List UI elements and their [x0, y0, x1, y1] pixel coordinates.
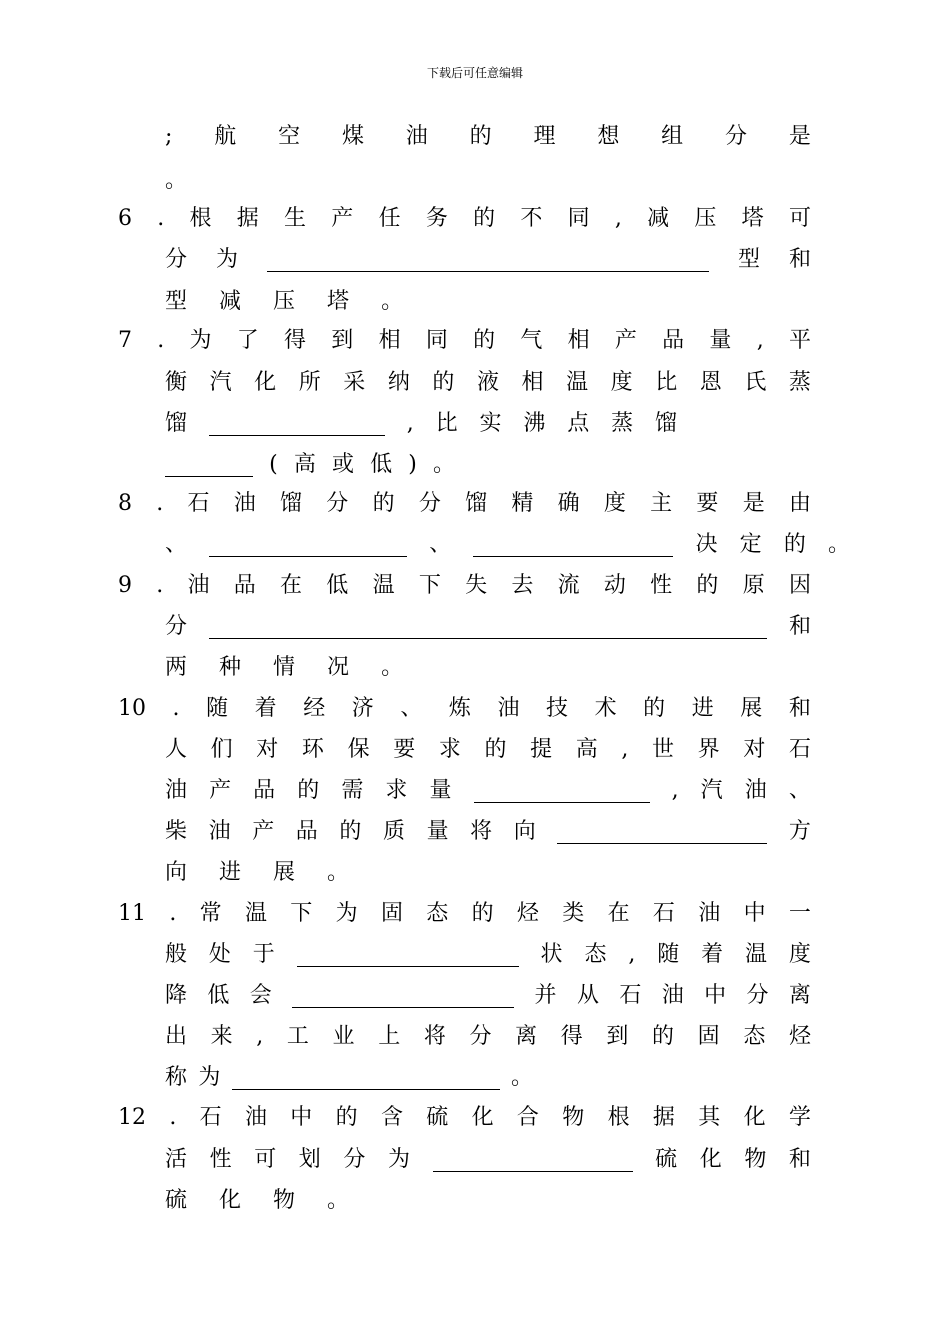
page-header: 下载后可任意编辑	[426, 66, 523, 80]
question-12-line-1: 12 . 石 油 中 的 含 硫 化 合 物 根 据 其 化 学	[118, 1105, 811, 1130]
q5-line-1: ; 航 空 煤 油 的 理 想 组 分 是	[165, 124, 811, 149]
answer-blank[interactable]	[473, 534, 673, 557]
question-6-line-3: 型 减 压 塔 。	[165, 289, 404, 314]
question-10-line-5: 向 进 展 。	[165, 860, 350, 885]
question-11-line-4: 出 来 , 工 业 上 将 分 离 得 到 的 固 态 烃	[165, 1024, 811, 1049]
question-9-line-1: 9 . 油 品 在 低 温 下 失 去 流 动 性 的 原 因	[118, 573, 811, 598]
question-6-line-1: 6 . 根 据 生 产 任 务 的 不 同 , 减 压 塔 可	[118, 206, 811, 231]
answer-blank[interactable]	[474, 780, 650, 803]
q5-line-2: 。	[165, 168, 188, 193]
question-7-line-3: 馏 , 比 实 沸 点 蒸 馏	[165, 411, 677, 436]
question-9-line-3: 两 种 情 况 。	[165, 655, 404, 680]
answer-blank[interactable]	[292, 985, 514, 1008]
question-10-line-1: 10 . 随 着 经 济 、 炼 油 技 术 的 进 展 和	[118, 696, 811, 721]
question-8-line-1: 8 . 石 油 馏 分 的 分 馏 精 确 度 主 要 是 由	[118, 491, 811, 516]
question-11-line-5: 称 为 。	[165, 1065, 533, 1090]
question-12-line-2: 活 性 可 划 分 为 硫 化 物 和	[165, 1147, 811, 1172]
answer-blank[interactable]	[433, 1149, 633, 1172]
answer-blank[interactable]	[165, 454, 253, 477]
question-11-line-3: 降 低 会 并 从 石 油 中 分 离	[165, 983, 811, 1008]
question-7-line-2: 衡 汽 化 所 采 纳 的 液 相 温 度 比 恩 氏 蒸	[165, 370, 811, 395]
question-10-line-3: 油 产 品 的 需 求 量 , 汽 油 、	[165, 778, 811, 803]
answer-blank[interactable]	[209, 413, 385, 436]
question-9-line-2: 分 和	[165, 614, 811, 639]
question-11-line-1: 11 . 常 温 下 为 固 态 的 烃 类 在 石 油 中 一	[118, 901, 811, 926]
question-10-line-2: 人 们 对 环 保 要 求 的 提 高 , 世 界 对 石	[165, 737, 811, 762]
question-11-line-2: 般 处 于 状 态 , 随 着 温 度	[165, 942, 811, 967]
answer-blank[interactable]	[297, 944, 519, 967]
question-10-line-4: 柴 油 产 品 的 质 量 将 向 方	[165, 819, 811, 844]
question-8-line-2: 、 、 决 定 的 。	[165, 532, 850, 557]
answer-blank[interactable]	[209, 616, 767, 639]
question-6-line-2: 分 为 型 和	[165, 247, 811, 272]
answer-blank[interactable]	[209, 534, 407, 557]
answer-blank[interactable]	[267, 249, 709, 272]
question-12-line-3: 硫 化 物 。	[165, 1188, 350, 1213]
answer-blank[interactable]	[557, 821, 767, 844]
answer-blank[interactable]	[232, 1067, 500, 1090]
question-7-line-1: 7 . 为 了 得 到 相 同 的 气 相 产 品 量 , 平	[118, 328, 811, 353]
question-7-line-4: ( 高 或 低 ) 。	[165, 450, 455, 480]
